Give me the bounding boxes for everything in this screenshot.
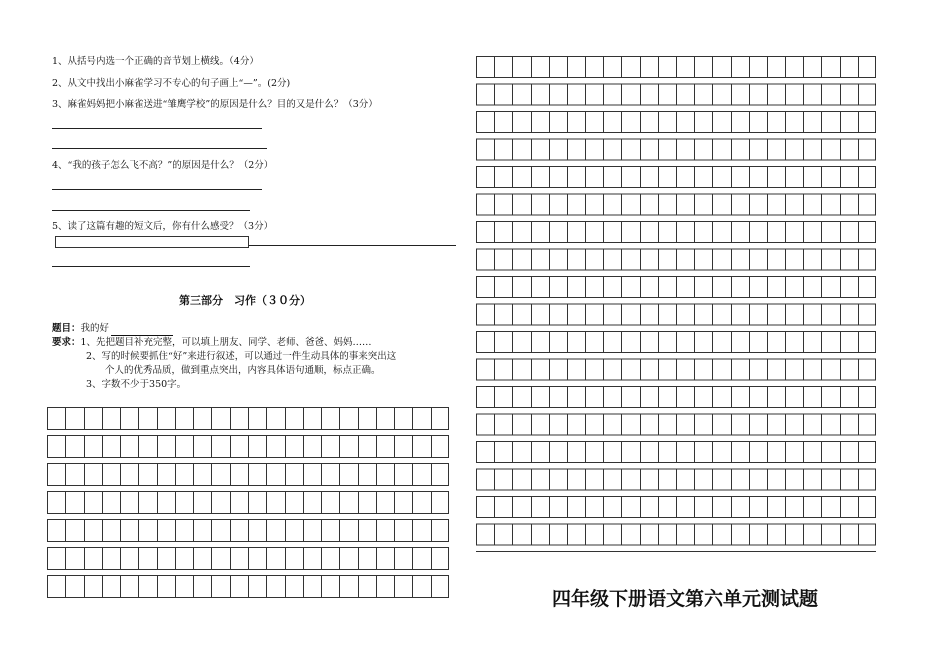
requirement-2: 2、写的时候要抓住“好”来进行叙述，可以通过一件生动具体的事来突出这: [86, 351, 397, 362]
question-4: 4、“我的孩子怎么飞不高？”的原因是什么？（2分）: [52, 160, 274, 171]
section-heading: 第三部分 习作（３０分）: [179, 294, 311, 307]
question-3: 3、麻雀妈妈把小麻雀送进“雏鹰学校”的原因是什么？目的又是什么？（3分）: [52, 99, 378, 110]
requirement-2-cont: 个人的优秀品质，做到重点突出，内容具体语句通顺，标点正确。: [105, 365, 381, 376]
requirement-1-text: 1、先把题目补充完整，可以填上朋友、同学、老师、爸爸、妈妈……: [80, 337, 372, 348]
exam-title: 四年级下册语文第六单元测试题: [551, 588, 818, 610]
answer-line[interactable]: [52, 189, 262, 190]
writing-grid-right[interactable]: [476, 55, 876, 552]
answer-line[interactable]: [52, 128, 262, 129]
answer-line[interactable]: [249, 245, 456, 246]
writing-grid-left[interactable]: [47, 406, 449, 603]
topic-label: 题目：: [52, 323, 81, 334]
topic-line: [52, 322, 173, 336]
topic-text: 我的好: [80, 323, 110, 334]
question-1: 1、从括号内选一个正确的音节划上横线。（4分）: [52, 56, 259, 67]
requirement-1: [52, 336, 372, 350]
answer-line[interactable]: [52, 210, 250, 211]
answer-line[interactable]: [52, 266, 250, 267]
topic-blank[interactable]: [111, 325, 173, 336]
answer-box[interactable]: [55, 236, 249, 248]
question-5: 5、读了这篇有趣的短文后，你有什么感受？（3分）: [52, 221, 274, 232]
requirement-3: 3、字数不少于350字。: [86, 379, 187, 390]
requirements-label: 要求：: [52, 337, 81, 348]
answer-line[interactable]: [52, 148, 267, 149]
question-2: 2、从文中找出小麻雀学习不专心的句子画上“—”。(2分): [52, 78, 291, 89]
